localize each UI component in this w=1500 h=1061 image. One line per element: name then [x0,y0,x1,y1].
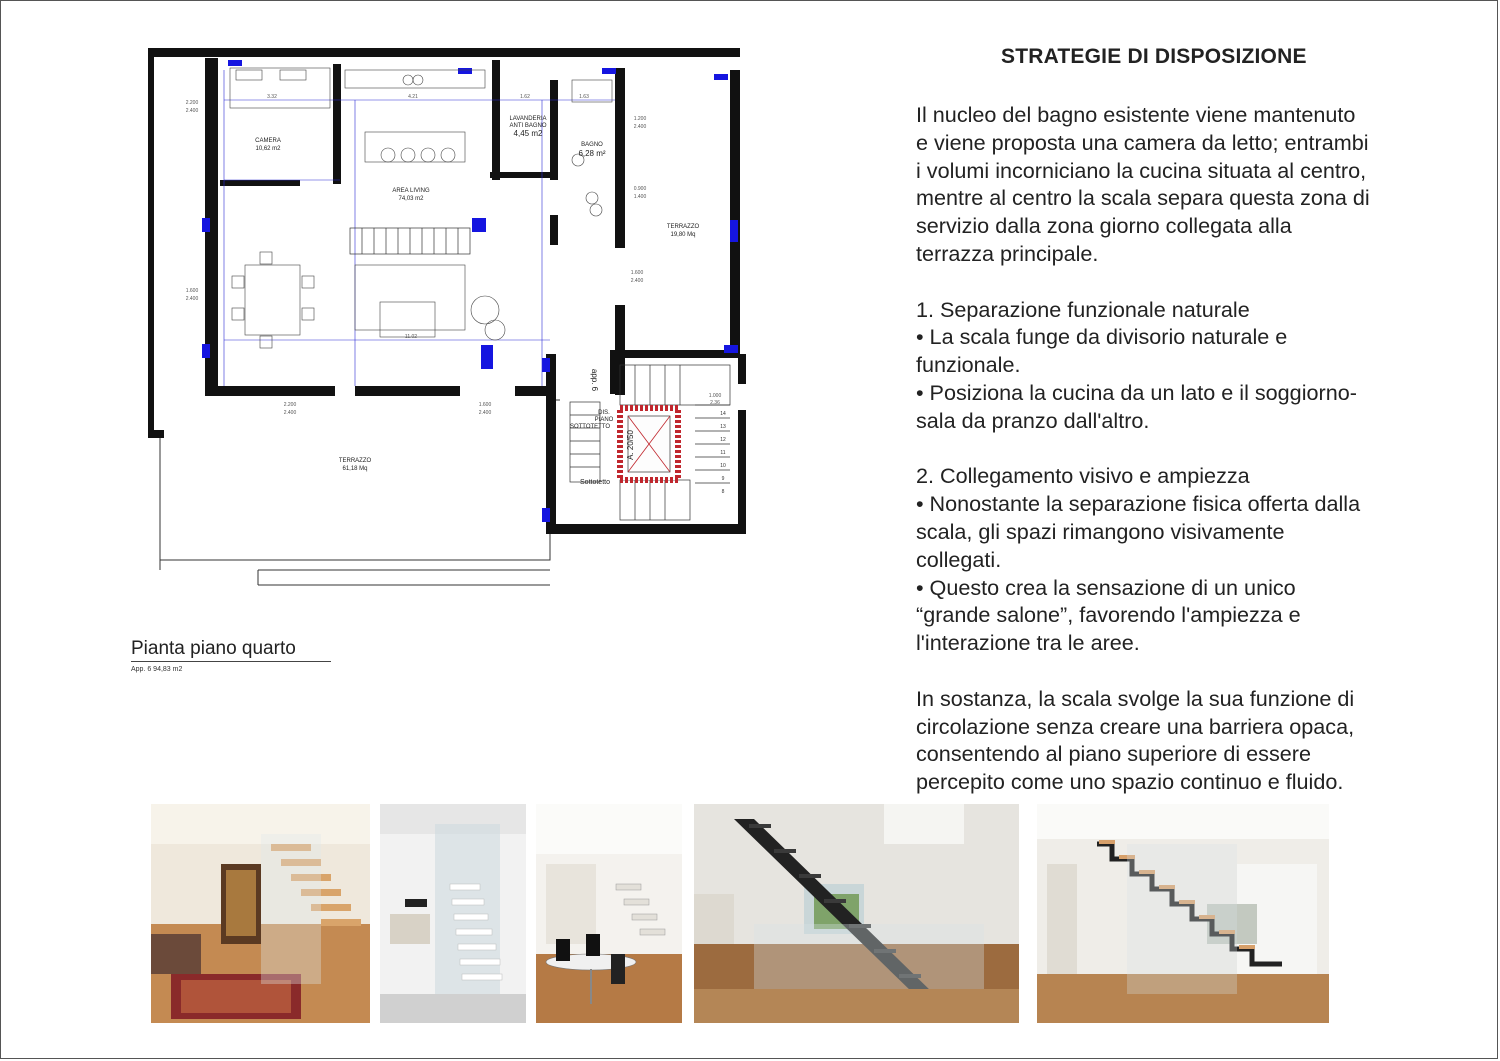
body-text-line: • Nonostante la separazione fisica offerta dalla [916,491,1361,517]
body-text-line [916,435,1476,463]
floor-plan [140,40,770,600]
plan-caption-sub: App. 6 94,83 m2 [131,666,183,673]
dim-label: 1.400 [633,194,647,200]
dim-label: 2.36 [710,400,720,406]
body-text-line: mentre al centro la scala separa questa zona di [916,185,1370,211]
label-camera-area: 10,62 m2 [255,146,281,152]
dim-label: 1.600 [630,270,644,276]
caption-underline [131,661,331,662]
body-text-line: i volumi incorniciano la cucina situata al centro, [916,157,1367,183]
label-lavanderia-area: 4,45 m2 [513,129,543,138]
section-title: STRATEGIE DI DISPOSIZIONE [1001,45,1307,68]
body-text-line: • La scala funge da divisorio naturale e [916,324,1288,350]
label-piano: PIANO [594,417,614,423]
dim-label: 2.400 [283,410,297,416]
label-sottotetto-arrow: Sottotetto [580,479,610,486]
body-text-line: “grande salone”, favorendo l'ampiezza e [916,602,1301,628]
dim-label: 1.000 [708,393,722,399]
stair-step-number: 8 [721,489,725,495]
dim-label: 1.200 [633,116,647,122]
dim-label: 3.32 [267,94,277,100]
photo-dining-room-stair [536,804,682,1023]
dim-label: 4.21 [408,94,418,100]
body-text-line: • Questo crea la sensazione di un unico [916,574,1296,600]
body-text-line: servizio dalla zona giorno collegata alla [916,213,1292,239]
body-text-line: sala da pranzo dall'altro. [916,407,1150,433]
stair-step-number: 9 [721,476,725,482]
stair-step-number: 14 [720,411,726,417]
body-text-line: collegati. [916,546,1002,572]
label-terrazzo-right: TERRAZZO [666,224,700,230]
dim-label: 2.200 [185,100,199,106]
label-terrazzo-right-area: 19,80 Mq [670,232,696,238]
label-app: app. 6 [590,368,599,392]
label-anti-bagno: ANTI BAGNO [509,123,547,129]
stair-step-number: 11 [720,450,726,456]
body-text-line [916,268,1476,296]
label-terrazzo-bottom: TERRAZZO [338,458,372,464]
body-text-line: circolazione senza creare una barriera opaca, [916,713,1355,739]
label-area-living: AREA LIVING [392,188,430,194]
photo-floating-stair-glass-living [151,804,370,1023]
label-lift: A. 20/50 [626,430,635,460]
label-camera: CAMERA [255,138,281,144]
label-area-living-area: 74,03 m2 [398,196,424,202]
body-text [916,101,1476,796]
body-text-line: e viene proposta una camera da letto; entrambi [916,129,1369,155]
stair-step-number: 13 [720,424,726,430]
label-bagno-area: 6,28 m² [578,149,606,158]
stair-step-number: 10 [720,463,726,469]
dim-label: 2.400 [633,124,647,130]
body-text-line: 1. Separazione funzionale naturale [916,296,1250,322]
body-text-line: percepito come uno spazio continuo e fluido. [916,769,1344,795]
photo-white-stair-glass-wall [380,804,526,1023]
dim-label: 2.200 [283,402,297,408]
label-lavanderia: LAVANDERIA [509,116,547,122]
body-text-line: l'interazione tra le aree. [916,630,1140,656]
body-text-line: funzionale. [916,352,1021,378]
stair-step-number: 12 [720,437,726,443]
body-text-line: scala, gli spazi rimangono visivamente [916,518,1285,544]
plan-caption: Pianta piano quarto [131,638,296,659]
photo-steel-stair-open-hall [694,804,1019,1023]
dim-label: 1.600 [478,402,492,408]
label-bagno: BAGNO [581,142,603,148]
body-text-line: Il nucleo del bagno esistente viene mantenuto [916,102,1356,127]
body-text-line: 2. Collegamento visivo e ampiezza [916,463,1250,489]
dim-label: 0.900 [633,186,647,192]
body-text-line [916,657,1476,685]
body-text-line: • Posiziona la cucina da un lato e il soggiorno- [916,379,1357,405]
dim-label: 1.600 [185,288,199,294]
dim-label: 2.400 [185,296,199,302]
label-dis: DIS. [598,410,610,416]
dim-label: 1.63 [579,94,589,100]
body-text-line: terrazza principale. [916,240,1099,266]
body-text-line: In sostanza, la scala svolge la sua funzione di [916,685,1355,711]
photo-zigzag-stair-glass-room [1037,804,1329,1023]
dim-label: 11.02 [404,334,418,340]
label-sottotetto: SOTTOTETTO [569,424,611,430]
label-terrazzo-bottom-area: 61,18 Mq [342,466,368,472]
body-text-line: consentendo al piano superiore di essere [916,741,1311,767]
dim-label: 2.400 [478,410,492,416]
dim-label: 1.62 [520,94,530,100]
dim-label: 2.400 [630,278,644,284]
dim-label: 2.400 [185,108,199,114]
